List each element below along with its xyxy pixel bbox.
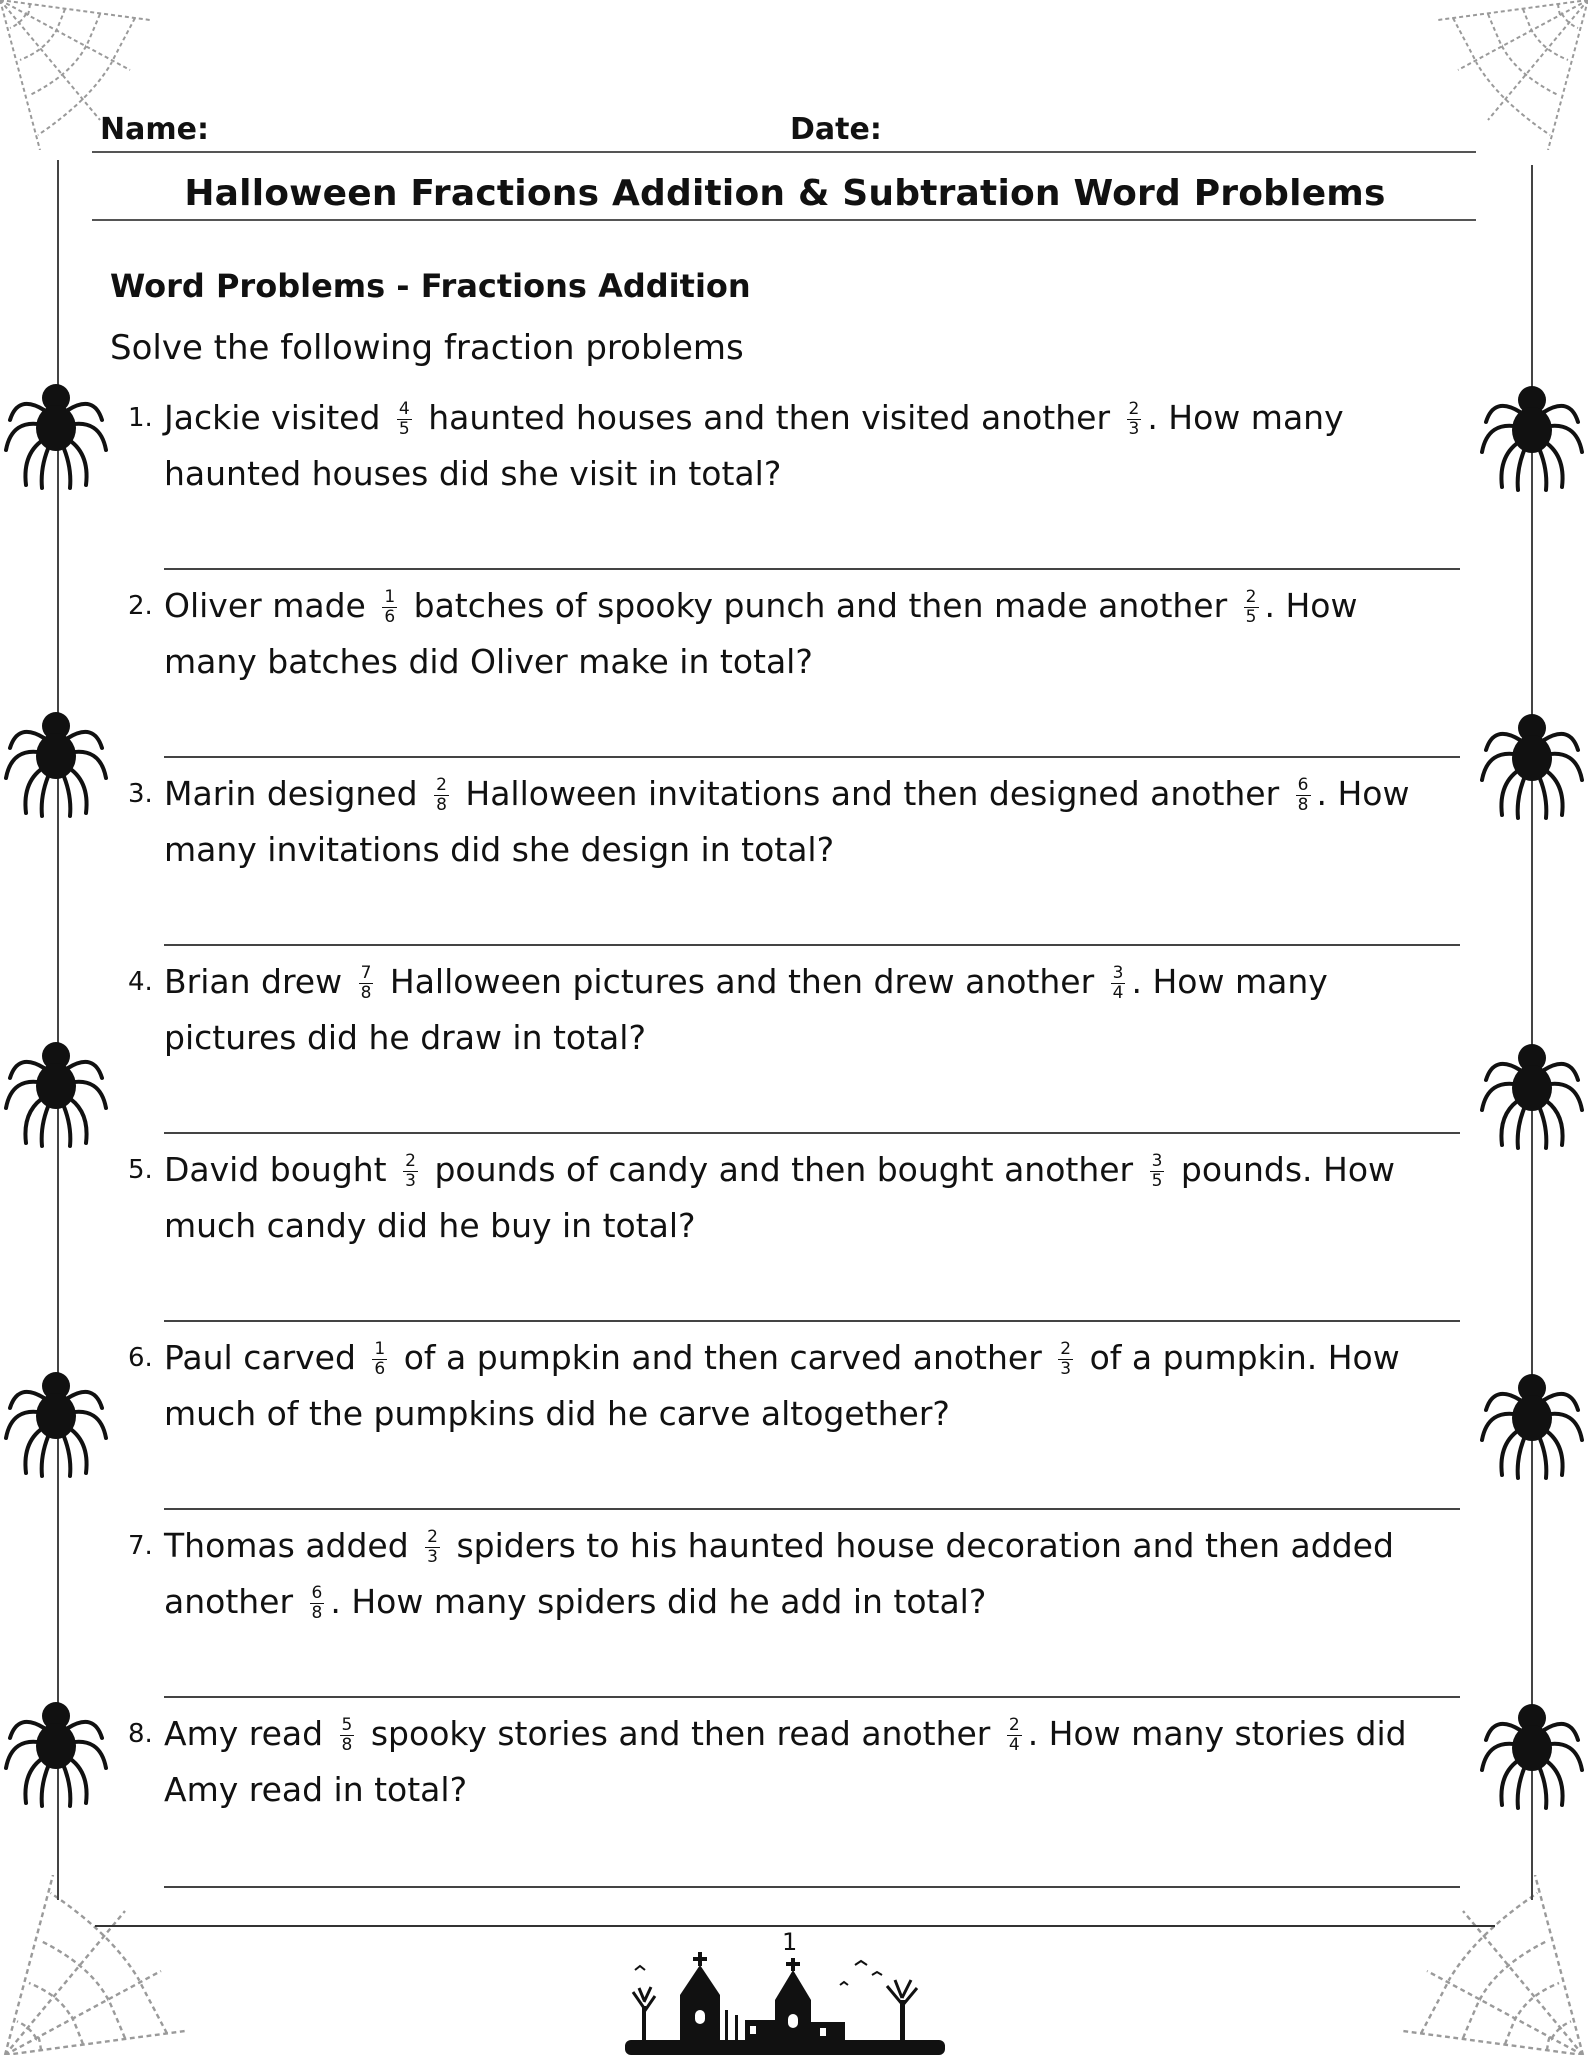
fraction: $\frac{2}{3}$ xyxy=(1128,399,1140,439)
fraction: $\frac{6}{8}$ xyxy=(1297,775,1309,815)
fraction: $\frac{2}{3}$ xyxy=(427,1527,438,1567)
problem-number: 6. xyxy=(128,1343,153,1373)
title-rule xyxy=(92,219,1476,221)
spider-icon xyxy=(1476,700,1588,820)
page-title: Halloween Fractions Addition & Subtration Word Problems xyxy=(184,173,1386,214)
fraction: $\frac{6}{8}$ xyxy=(311,1583,323,1623)
spider-icon xyxy=(0,1028,112,1148)
name-label: Name: xyxy=(100,112,209,147)
answer-line-4[interactable] xyxy=(164,1132,1460,1134)
answer-line-7[interactable] xyxy=(164,1696,1460,1698)
answer-line-3[interactable] xyxy=(164,944,1460,946)
problem-number: 2. xyxy=(128,591,153,621)
problem-number: 3. xyxy=(128,779,153,809)
fraction: $\frac{2}{5}$ xyxy=(1245,587,1257,627)
problem-number: 5. xyxy=(128,1155,153,1185)
problem-text: Amy read $\frac{5}{8}$ spooky stories and then read another $\frac{2}{4}$ . How many stories did Amy read in total? xyxy=(164,1714,1407,1809)
problem-text: Brian drew $\frac{7}{8}$ Halloween pictures and then drew another $\frac{3}{4}$ . How many pictures did he draw in total? xyxy=(164,962,1328,1057)
cobweb-top-right-icon xyxy=(1438,0,1588,150)
haunted-church-skyline-icon xyxy=(625,1940,945,2055)
cobweb-bottom-right-icon xyxy=(1398,1875,1588,2055)
spider-icon xyxy=(1476,1030,1588,1150)
spider-icon xyxy=(0,1358,112,1478)
fraction: $\frac{2}{3}$ xyxy=(1060,1339,1072,1379)
problem-text: Jackie visited $\frac{4}{5}$ haunted houses and then visited another $\frac{2}{3}$ . How many haunted houses did she visit in total? xyxy=(164,398,1344,493)
problem-text: Thomas added $\frac{2}{3}$ spiders to his haunted house decoration and then added another $\frac{6}{8}$ . How many spiders did he add in total? xyxy=(164,1526,1394,1623)
problem-text: Paul carved $\frac{1}{6}$ of a pumpkin and then carved another $\frac{2}{3}$ of a pumpkin. How much of the pumpkins did he carve altogether? xyxy=(164,1338,1400,1433)
fraction: $\frac{3}{4}$ xyxy=(1112,963,1124,1003)
fraction: $\frac{2}{3}$ xyxy=(405,1151,416,1191)
spider-icon xyxy=(1476,1360,1588,1480)
problem-number: 8. xyxy=(128,1719,153,1749)
problem-text: Oliver made $\frac{1}{6}$ batches of spooky punch and then made another $\frac{2}{5}$ . How many batches did Oliver make in total? xyxy=(164,586,1358,681)
fraction: $\frac{1}{6}$ xyxy=(384,587,396,627)
problem-number: 4. xyxy=(128,967,153,997)
cobweb-bottom-left-icon xyxy=(0,1875,190,2055)
spider-icon xyxy=(0,1688,112,1808)
fraction: $\frac{2}{8}$ xyxy=(436,775,447,815)
date-label: Date: xyxy=(790,112,882,147)
spider-icon xyxy=(1476,372,1588,492)
answer-line-8[interactable] xyxy=(164,1886,1460,1888)
fraction: $\frac{4}{5}$ xyxy=(398,399,410,439)
problem-text: David bought $\frac{2}{3}$ pounds of candy and then bought another $\frac{3}{5}$ pounds. How much candy did he buy in total? xyxy=(164,1150,1396,1245)
fraction: $\frac{5}{8}$ xyxy=(341,1715,353,1755)
fraction: $\frac{1}{6}$ xyxy=(374,1339,386,1379)
answer-line-5[interactable] xyxy=(164,1320,1460,1322)
problem-number: 1. xyxy=(128,403,153,433)
fraction: $\frac{2}{4}$ xyxy=(1008,1715,1020,1755)
problem-number: 7. xyxy=(128,1531,153,1561)
instructions: Solve the following fraction problems xyxy=(110,328,744,368)
section-heading: Word Problems - Fractions Addition xyxy=(110,267,751,305)
answer-line-6[interactable] xyxy=(164,1508,1460,1510)
spider-icon xyxy=(0,698,112,818)
footer-rule xyxy=(95,1925,1495,1927)
spider-icon xyxy=(1476,1690,1588,1810)
spider-icon xyxy=(0,370,112,490)
page-number: 1 xyxy=(782,1928,798,1956)
fraction: $\frac{7}{8}$ xyxy=(360,963,372,1003)
fraction: $\frac{3}{5}$ xyxy=(1151,1151,1163,1191)
answer-line-1[interactable] xyxy=(164,568,1460,570)
answer-line-2[interactable] xyxy=(164,756,1460,758)
header-rule xyxy=(92,151,1476,153)
problem-text: Marin designed $\frac{2}{8}$ Halloween invitations and then designed another $\frac{6}{8}$ . How many invitations did she design in total? xyxy=(164,774,1410,869)
